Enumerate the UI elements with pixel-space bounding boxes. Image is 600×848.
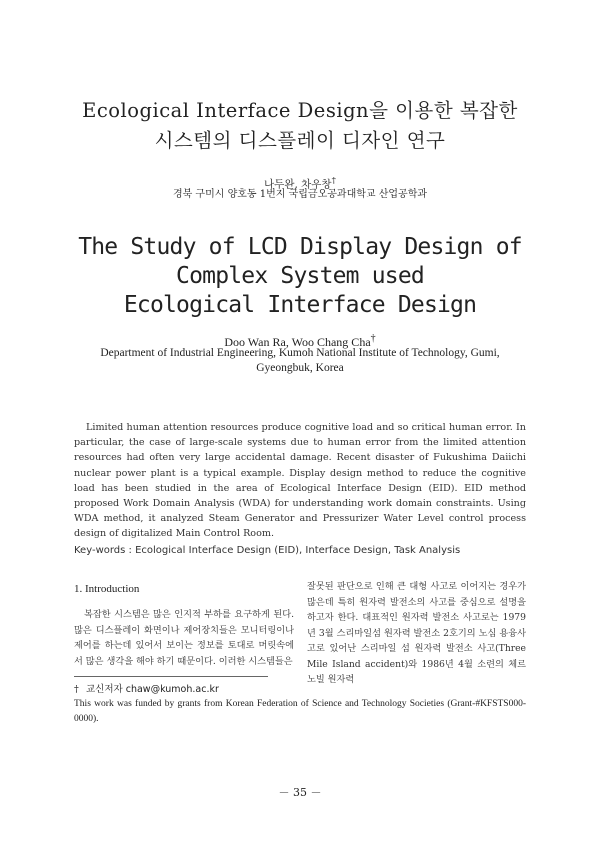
footnote-funding: This work was funded by grants from Korean Federation of Science and Technology Societies (Grant-#KFSTS000-0000). (74, 699, 526, 724)
abstract: Limited human attention resources produce cognitive load and so critical human error. In particular, the case of large-scale systems due to human error from the limited attention resources had often very large accidental damage. Recent disaster of Fukushima Daiichi nuclear power plant is a typical example. Display design method to reduce the cognitive load has been studied in the area of Ecological Interface Design (EID). EID method proposed Work Domain Analysis (WDA) for understanding work domain constraints. Using WDA method, it analyzed Steam Generator and Pressurizer Water Level control process design of digitalized Main Control Room. (74, 422, 526, 540)
korean-affiliation: 경북 구미시 양호동 1번지 국립금오공과대학교 산업공학과 (172, 189, 428, 200)
intro-right-column: 잘못된 판단으로 인해 큰 대형 사고로 이어지는 경우가 많은데 특히 원자력 발전소의 사고를 중심으로 설명을 하고자 한다. 대표적인 원자력 발전소 사고로는 1979년 3월 스리마일섬 원자력 발전소 2호기의 노심 용융사고로 있어난 스리마일 섬 원자력 발전소 사고(Three Mile Island accident)와 1986년 4월 소련의 체르노빌 원자력 (307, 581, 526, 685)
intro-left-column: 복잡한 시스템은 많은 인지적 부하를 요구하게 된다. 많은 디스플레이 화면이나 제어장치들은 모니터링이나 제어를 하는데 있어서 보이는 정보를 토대로 머릿속에서 많은 생각을 해야 하기 때문이다. 이러한 시스템들은 (74, 609, 294, 667)
page-number: － 35 － (278, 786, 322, 799)
english-author-mark: † (370, 333, 376, 344)
english-title-line-3: Ecological Interface Design (123, 292, 477, 318)
english-authors-names: Doo Wan Ra, Woo Chang Cha (224, 335, 371, 349)
korean-title-line-1: Ecological Interface Design을 이용한 복잡한 (82, 99, 518, 122)
english-title (40, 233, 560, 320)
english-affiliation: Department of Industrial Engineering, Kumoh National Institute of Technology, Gumi, Gyeongbuk, Korea (100, 347, 500, 374)
korean-title (40, 96, 560, 156)
korean-title-line-2: 시스템의 디스플레이 디자인 연구 (154, 129, 446, 152)
footnote-mark: † (74, 684, 79, 695)
footnote-divider (74, 676, 268, 677)
english-title-line-2: Complex System used (176, 263, 424, 289)
korean-author-mark: † (331, 176, 336, 186)
keywords: Key-words : Ecological Interface Design (EID), Interface Design, Task Analysis (74, 545, 461, 556)
footnote-corresponding-author: 교신저자 chaw@kumoh.ac.kr (86, 684, 219, 695)
section-heading: 1. Introduction (74, 583, 140, 595)
english-title-line-1: The Study of LCD Display Design of (78, 234, 522, 260)
korean-authors-names: 나두완, 차우창 (264, 178, 332, 191)
